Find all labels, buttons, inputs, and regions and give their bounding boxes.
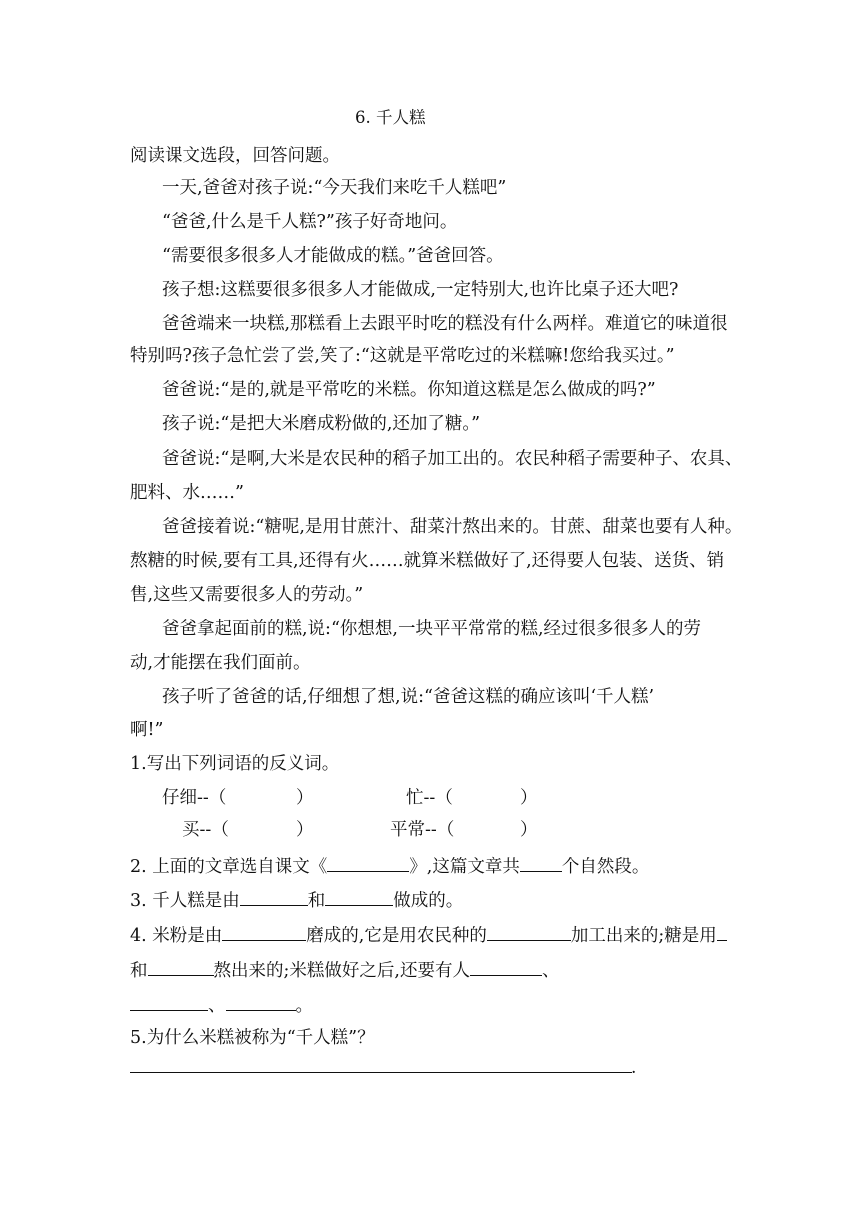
question-4-text-h: 。 — [295, 996, 313, 1016]
question-2-text-a: 2. 上面的文章选自课文《 — [130, 857, 328, 877]
passage-line: 爸爸说:“是啊,大米是农民种的稻子加工出的。农民种稻子需要种子、农具、 — [162, 449, 743, 469]
question-4-line-3 — [130, 995, 313, 1016]
passage-line: 动,才能摆在我们面前。 — [130, 653, 311, 673]
passage-line: 售,这些又需要很多人的劳动。” — [130, 585, 364, 605]
question-4-text-e: 熬出来的;米糕做好之后,还要有人 — [213, 961, 470, 981]
question-2-text-b: 》,这篇文章共 — [409, 857, 520, 877]
antonym-item-close: ） — [296, 820, 314, 840]
passage-line: 爸爸说:“是的,就是平常吃的米糕。你知道这糕是怎么做成的吗?” — [162, 380, 656, 400]
page-title: 6. 千人糕 — [355, 108, 426, 127]
question-4-text-b: 磨成的,它是用农民种的 — [306, 926, 487, 946]
answer-blank[interactable] — [717, 925, 727, 941]
question-5-prompt: 5.为什么米糕被称为“千人糕”？ — [130, 1028, 375, 1048]
question-3 — [130, 890, 463, 911]
passage-line: 爸爸拿起面前的糕,说:“你想想,一块平平常常的糕,经过很多很多人的劳 — [162, 619, 702, 639]
antonym-item-close: ） — [296, 788, 314, 808]
question-4-text-g: 、 — [208, 996, 226, 1016]
passage-line: 孩子想:这糕要很多很多人才能做成,一定特别大,也许比桌子还大吧? — [162, 280, 679, 300]
answer-blank[interactable] — [222, 925, 306, 941]
question-2 — [130, 856, 649, 877]
passage-line: 孩子说:“是把大米磨成粉做的,还加了糖。” — [162, 414, 481, 434]
question-3-text-a: 3. 千人糕是由 — [130, 891, 240, 911]
question-3-text-b: 和 — [307, 891, 326, 911]
antonym-item-label: 忙--（ — [406, 788, 453, 808]
answer-blank[interactable] — [240, 890, 308, 906]
instruction: 阅读课文选段，回答问题。 — [130, 146, 340, 166]
passage-line: “爸爸,什么是千人糕?”孩子好奇地问。 — [162, 212, 458, 232]
passage-line: 爸爸端来一块糕,那糕看上去跟平时吃的糕没有什么两样。难道它的味道很 — [162, 314, 728, 334]
question-1-prompt: 1.写出下列词语的反义词。 — [130, 754, 340, 774]
answer-line[interactable] — [130, 1072, 632, 1073]
answer-blank[interactable] — [327, 856, 409, 872]
question-4-text-f: 、 — [541, 961, 560, 981]
answer-blank[interactable] — [325, 890, 393, 906]
question-4-text-d: 和 — [130, 961, 148, 981]
question-4-line-2 — [130, 960, 559, 981]
answer-blank[interactable] — [148, 960, 214, 976]
antonym-item-label: 仔细--（ — [162, 788, 227, 808]
answer-blank[interactable] — [520, 856, 562, 872]
passage-line: 肥料、水……” — [130, 483, 244, 503]
passage-line: 孩子听了爸爸的话,仔细想了想,说:“爸爸这糕的确应该叫‘千人糕’ — [162, 687, 655, 707]
question-3-text-c: 做成的。 — [393, 891, 464, 911]
passage-line: 爸爸接着说:“糖呢,是用甘蔗汁、甜菜汁熬出来的。甘蔗、甜菜也要有人种。 — [162, 517, 743, 537]
antonym-item-close: ） — [520, 788, 538, 808]
passage-line: 啊!” — [130, 720, 164, 740]
answer-line-end-dot: . — [631, 1058, 637, 1078]
answer-blank[interactable] — [130, 995, 208, 1011]
antonym-item-label: 平常--（ — [390, 820, 455, 840]
passage-line: 熬糖的时候,要有工具,还得有火……就算米糕做好了,还得要人包装、送货、销 — [130, 551, 725, 571]
antonym-item-close: ） — [520, 820, 538, 840]
question-4-line-1 — [130, 925, 727, 946]
passage-line: 一天,爸爸对孩子说:“今天我们来吃千人糕吧” — [162, 178, 507, 198]
answer-blank[interactable] — [226, 995, 296, 1011]
passage-line: 特别吗?孩子急忙尝了尝,笑了:“这就是平常吃过的米糕嘛!您给我买过。” — [130, 346, 675, 366]
answer-blank[interactable] — [487, 925, 571, 941]
question-2-text-c: 个自然段。 — [561, 857, 650, 877]
question-4-text-c: 加工出来的;糖是用 — [570, 926, 717, 946]
antonym-item-label: 买--（ — [182, 820, 229, 840]
passage-line: “需要很多很多人才能做成的糕。”爸爸回答。 — [162, 246, 504, 266]
question-4-text-a: 4. 米粉是由 — [130, 926, 223, 946]
answer-blank[interactable] — [470, 960, 542, 976]
